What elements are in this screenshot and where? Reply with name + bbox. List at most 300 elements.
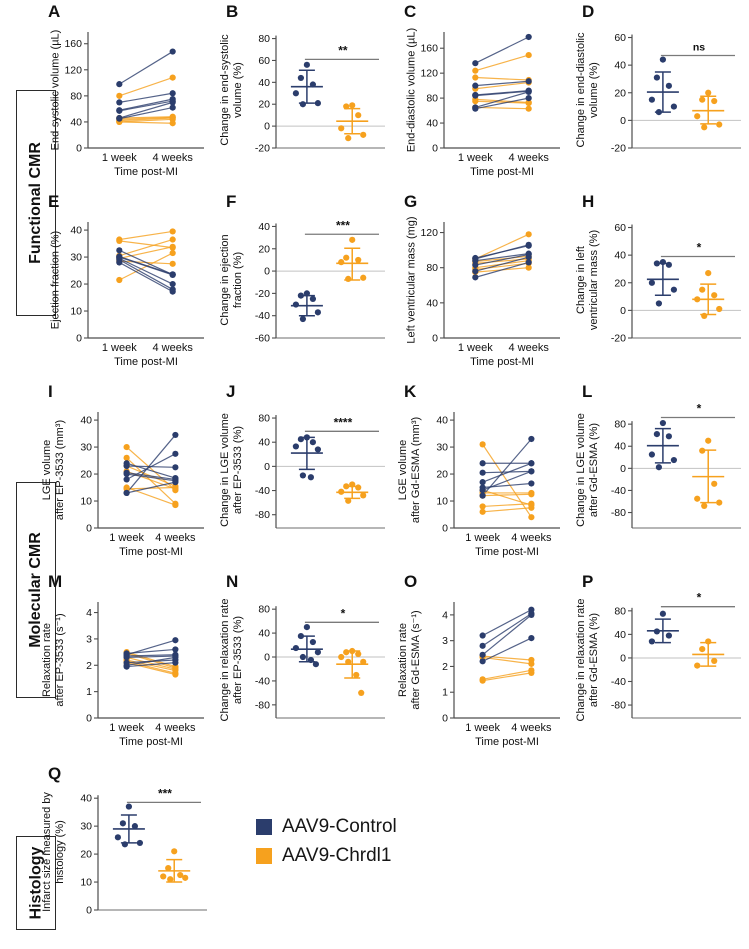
y-tick-label: 60 [614, 222, 626, 235]
y-tick-label: 120 [64, 64, 82, 77]
data-point [293, 90, 299, 96]
x-axis-title: Time post-MI [470, 166, 534, 178]
significance-label: *** [335, 218, 350, 233]
data-point [480, 658, 486, 664]
data-point [124, 662, 130, 668]
data-point [124, 460, 130, 466]
y-tick-label: 0 [264, 460, 270, 473]
y-tick-label: 60 [258, 54, 270, 67]
data-point [699, 287, 705, 293]
y-tick-label: 20 [614, 277, 626, 290]
data-point [116, 93, 122, 99]
data-point [526, 259, 532, 265]
figure-legend [256, 816, 397, 867]
data-point [480, 479, 486, 485]
data-point [124, 654, 130, 660]
pair-line [475, 55, 528, 71]
y-axis-label-L: Change in LGE volume after Gd-ESMA (%) [575, 413, 600, 527]
data-point [116, 81, 122, 87]
legend-label-chrdl1: AAV9-Chrdl1 [282, 845, 392, 866]
y-tick-label: 80 [258, 603, 270, 616]
data-point [526, 254, 532, 260]
data-point [526, 231, 532, 237]
y-tick-label: 120 [420, 227, 438, 240]
data-point [126, 803, 132, 809]
y-tick-label: 0 [620, 462, 626, 475]
data-point [358, 690, 364, 696]
y-tick-label: 30 [80, 441, 92, 454]
y-tick-label: 40 [426, 297, 438, 310]
y-tick-label: 0 [264, 120, 270, 133]
data-point [660, 259, 666, 265]
data-point [480, 441, 486, 447]
data-point [480, 652, 486, 658]
plot-C [394, 2, 567, 190]
plot-K [394, 382, 567, 570]
data-point [170, 261, 176, 267]
y-tick-label: 2 [442, 660, 448, 673]
x-axis-title: Time post-MI [475, 546, 539, 558]
plot-P [572, 572, 745, 760]
y-tick-label: 0 [86, 904, 92, 917]
y-tick-label: 3 [442, 635, 448, 648]
pair-line [119, 231, 172, 239]
y-tick-label: 40 [258, 627, 270, 640]
data-point [310, 296, 316, 302]
y-tick-label: 80 [614, 418, 626, 431]
data-point [124, 471, 130, 477]
data-point [338, 259, 344, 265]
y-tick-label: 40 [70, 116, 82, 129]
y-tick-label: 40 [258, 436, 270, 449]
data-point [170, 104, 176, 110]
x-tick-label: 4 weeks [508, 342, 549, 354]
x-axis-title: Time post-MI [119, 546, 183, 558]
x-tick-label: 4 weeks [508, 152, 549, 164]
y-tick-label: 10 [436, 495, 448, 508]
panel-letter-B: B [226, 2, 239, 21]
data-point [167, 876, 173, 882]
data-point [711, 481, 717, 487]
y-axis-label-E: Ejection fraction (%) [49, 230, 62, 330]
data-point [666, 632, 672, 638]
data-point [293, 301, 299, 307]
data-point [528, 612, 534, 618]
data-point [528, 460, 534, 466]
x-tick-label: 1 week [457, 152, 493, 164]
pair-line [127, 649, 176, 653]
y-axis-label-A: End-systolic volume (µL) [49, 29, 62, 151]
y-tick-label: 0 [264, 651, 270, 664]
x-axis-title: Time post-MI [475, 736, 539, 748]
data-point [170, 272, 176, 278]
data-point [172, 660, 178, 666]
panel-Q [38, 764, 211, 949]
x-axis-title: Time post-MI [114, 166, 178, 178]
y-tick-label: 20 [614, 87, 626, 100]
y-tick-label: 160 [64, 38, 82, 51]
pair-line [127, 466, 176, 467]
plot-B [216, 2, 389, 190]
data-point [671, 103, 677, 109]
data-point [298, 75, 304, 81]
data-point [526, 95, 532, 101]
y-tick-label: -20 [254, 287, 270, 300]
data-point [172, 637, 178, 643]
y-tick-label: 40 [70, 224, 82, 237]
significance-label: ns [692, 41, 706, 54]
panel-L [572, 382, 745, 570]
y-tick-label: 0 [620, 114, 626, 127]
data-point [182, 875, 188, 881]
y-tick-label: 20 [80, 848, 92, 861]
y-tick-label: 0 [264, 265, 270, 278]
panel-letter-M: M [48, 572, 63, 591]
y-tick-label: 40 [258, 76, 270, 89]
pair-line [483, 610, 532, 636]
data-point [528, 480, 534, 486]
x-tick-label: 4 weeks [155, 532, 196, 544]
data-point [172, 654, 178, 660]
plot-N [216, 572, 389, 760]
data-point [654, 74, 660, 80]
data-point [345, 135, 351, 141]
data-point [716, 121, 722, 127]
panel-F [216, 192, 389, 380]
data-point [472, 106, 478, 112]
data-point [472, 274, 478, 280]
y-tick-label: 80 [614, 605, 626, 618]
panel-I [38, 382, 211, 570]
data-point [170, 289, 176, 295]
plot-M [38, 572, 211, 760]
data-point [315, 649, 321, 655]
y-axis-label-P: Change in relaxation rate after Gd-ESMA (%) [575, 598, 600, 722]
y-tick-label: 0 [86, 712, 92, 725]
y-tick-label: 30 [436, 441, 448, 454]
y-tick-label: 40 [436, 414, 448, 427]
data-point [171, 848, 177, 854]
data-point [480, 470, 486, 476]
y-tick-label: 40 [614, 249, 626, 262]
y-tick-label: 20 [258, 243, 270, 256]
y-tick-label: 1 [442, 686, 448, 699]
panel-M [38, 572, 211, 760]
y-axis-label-C: End-diastolic volume (µL) [405, 27, 418, 153]
data-point [343, 255, 349, 261]
data-point [355, 112, 361, 118]
y-tick-label: 0 [432, 142, 438, 155]
panel-E [38, 192, 211, 380]
y-tick-label: -40 [610, 484, 626, 497]
x-tick-label: 1 week [465, 722, 501, 734]
plot-H [572, 192, 745, 380]
x-tick-label: 1 week [101, 152, 137, 164]
y-tick-label: 40 [258, 220, 270, 233]
data-point [304, 290, 310, 296]
y-axis-label-D: Change in end-diastolic volume (%) [575, 32, 600, 148]
y-tick-label: 0 [432, 332, 438, 345]
data-point [137, 840, 143, 846]
data-point [649, 280, 655, 286]
panel-letter-D: D [582, 2, 595, 21]
panel-letter-F: F [226, 192, 237, 211]
data-point [716, 499, 722, 505]
data-point [124, 490, 130, 496]
y-tick-label: 40 [426, 117, 438, 130]
pair-line [483, 494, 532, 495]
y-tick-label: 30 [80, 820, 92, 833]
panel-D [572, 2, 745, 190]
panel-letter-O: O [404, 572, 418, 591]
y-tick-label: -80 [254, 509, 270, 522]
data-point [298, 436, 304, 442]
data-point [315, 309, 321, 315]
data-point [711, 98, 717, 104]
data-point [313, 661, 319, 667]
data-point [526, 265, 532, 271]
data-point [124, 444, 130, 450]
data-point [699, 646, 705, 652]
y-tick-label: 2 [86, 659, 92, 672]
data-point [671, 287, 677, 293]
y-tick-label: 4 [86, 607, 92, 620]
data-point [116, 116, 122, 122]
pair-line [119, 257, 172, 275]
data-point [172, 451, 178, 457]
data-point [654, 260, 660, 266]
y-axis-label-Q: Infarct size measured by histology (%) [41, 792, 66, 912]
data-point [699, 448, 705, 454]
pair-line [119, 260, 172, 290]
data-point [338, 125, 344, 131]
data-point [293, 443, 299, 449]
panel-letter-E: E [48, 192, 60, 211]
y-tick-label: 0 [620, 304, 626, 317]
plot-E [38, 192, 211, 380]
data-point [528, 491, 534, 497]
data-point [170, 90, 176, 96]
y-tick-label: 80 [426, 92, 438, 105]
data-point [116, 108, 122, 114]
data-point [656, 464, 662, 470]
panel-C [394, 2, 567, 190]
y-tick-label: 20 [70, 278, 82, 291]
panel-J [216, 382, 389, 570]
data-point [671, 457, 677, 463]
y-tick-label: 60 [614, 32, 626, 45]
data-point [298, 633, 304, 639]
significance-label: ** [338, 43, 348, 58]
data-point [315, 100, 321, 106]
data-point [526, 106, 532, 112]
data-point [349, 237, 355, 243]
data-point [343, 103, 349, 109]
control-color-swatch [256, 819, 272, 835]
data-point [528, 468, 534, 474]
y-tick-label: 10 [80, 876, 92, 889]
data-point [526, 78, 532, 84]
data-point [349, 481, 355, 487]
data-point [116, 99, 122, 105]
y-tick-label: 0 [76, 142, 82, 155]
panel-letter-A: A [48, 2, 61, 21]
data-point [172, 671, 178, 677]
data-point [304, 62, 310, 68]
x-tick-label: 1 week [457, 342, 493, 354]
panel-O [394, 572, 567, 760]
y-tick-label: 20 [258, 98, 270, 111]
data-point [124, 455, 130, 461]
x-tick-label: 4 weeks [152, 342, 193, 354]
data-point [315, 446, 321, 452]
significance-label: **** [333, 415, 353, 430]
x-tick-label: 4 weeks [152, 152, 193, 164]
data-point [360, 132, 366, 138]
pair-line [119, 122, 172, 123]
x-axis-title: Time post-MI [119, 736, 183, 748]
data-point [170, 228, 176, 234]
data-point [654, 431, 660, 437]
data-point [694, 662, 700, 668]
data-point [355, 651, 361, 657]
y-tick-label: -40 [254, 485, 270, 498]
panel-letter-G: G [404, 192, 418, 211]
panel-letter-I: I [48, 382, 53, 401]
y-axis-label-K: LGE volume after Gd-ESMA (mm³) [397, 416, 422, 524]
data-point [528, 661, 534, 667]
y-tick-label: 0 [76, 332, 82, 345]
data-point [310, 639, 316, 645]
data-point [353, 672, 359, 678]
data-point [472, 268, 478, 274]
data-point [116, 247, 122, 253]
data-point [472, 68, 478, 74]
pair-line [483, 508, 532, 512]
plot-L [572, 382, 745, 570]
plot-A [38, 2, 211, 190]
y-axis-label-H: Change in left ventricular mass (%) [575, 229, 600, 331]
data-point [656, 109, 662, 115]
data-point [304, 434, 310, 440]
data-point [480, 484, 486, 490]
panel-N [216, 572, 389, 760]
data-point [170, 48, 176, 54]
data-point [705, 270, 711, 276]
y-tick-label: 80 [258, 33, 270, 46]
data-point [480, 509, 486, 515]
panel-B [216, 2, 389, 190]
data-point [705, 90, 711, 96]
pair-line [483, 471, 532, 472]
significance-label: * [696, 240, 702, 255]
significance-label: * [696, 401, 702, 416]
panel-A [38, 2, 211, 190]
section-label-functional-cmr: Functional CMR [27, 142, 45, 264]
data-point [170, 120, 176, 126]
data-point [660, 420, 666, 426]
data-point [694, 113, 700, 119]
data-point [304, 624, 310, 630]
y-tick-label: 10 [70, 305, 82, 318]
panel-letter-C: C [404, 2, 417, 21]
data-point [170, 236, 176, 242]
data-point [526, 242, 532, 248]
significance-label: * [340, 606, 346, 621]
significance-label: *** [157, 786, 172, 801]
data-point [472, 262, 478, 268]
data-point [343, 649, 349, 655]
panel-H [572, 192, 745, 380]
data-point [298, 293, 304, 299]
data-point [528, 670, 534, 676]
data-point [293, 645, 299, 651]
x-axis-title: Time post-MI [470, 356, 534, 368]
legend-entry-chrdl1 [256, 845, 397, 867]
plot-I [38, 382, 211, 570]
y-axis-label-O: Relaxation rate after Gd-ESMA (s⁻¹) [397, 610, 422, 710]
x-tick-label: 1 week [109, 532, 145, 544]
section-label-molecular-cmr: Molecular CMR [27, 532, 45, 648]
pair-line [483, 670, 532, 679]
data-point [528, 635, 534, 641]
data-point [480, 460, 486, 466]
data-point [660, 611, 666, 617]
pair-line [475, 78, 528, 80]
pair-line [483, 483, 532, 487]
data-point [122, 841, 128, 847]
y-tick-label: 40 [614, 59, 626, 72]
y-tick-label: 20 [80, 468, 92, 481]
data-point [660, 57, 666, 63]
data-point [172, 502, 178, 508]
panel-letter-H: H [582, 192, 595, 211]
data-point [172, 479, 178, 485]
y-tick-label: 80 [426, 262, 438, 275]
data-point [480, 493, 486, 499]
data-point [300, 101, 306, 107]
y-tick-label: 80 [258, 412, 270, 425]
pair-line [119, 78, 172, 96]
panel-letter-L: L [582, 382, 593, 401]
data-point [526, 89, 532, 95]
data-point [472, 74, 478, 80]
data-point [170, 250, 176, 256]
y-tick-label: -20 [254, 142, 270, 155]
data-point [666, 262, 672, 268]
data-point [349, 102, 355, 108]
data-point [472, 83, 478, 89]
panel-letter-N: N [226, 572, 239, 591]
x-tick-label: 4 weeks [511, 722, 552, 734]
data-point [711, 292, 717, 298]
significance-label: * [696, 590, 702, 605]
data-point [694, 496, 700, 502]
data-point [300, 654, 306, 660]
y-axis-label-G: Left ventricular mass (mg) [405, 216, 418, 344]
y-tick-label: -40 [610, 675, 626, 688]
data-point [170, 75, 176, 81]
legend-entry-control [256, 816, 397, 838]
panel-letter-Q: Q [48, 764, 62, 783]
x-tick-label: 4 weeks [511, 532, 552, 544]
panel-letter-J: J [226, 382, 236, 401]
data-point [656, 300, 662, 306]
x-axis-title: Time post-MI [114, 356, 178, 368]
y-tick-label: -40 [254, 310, 270, 323]
data-point [360, 492, 366, 498]
data-point [649, 451, 655, 457]
